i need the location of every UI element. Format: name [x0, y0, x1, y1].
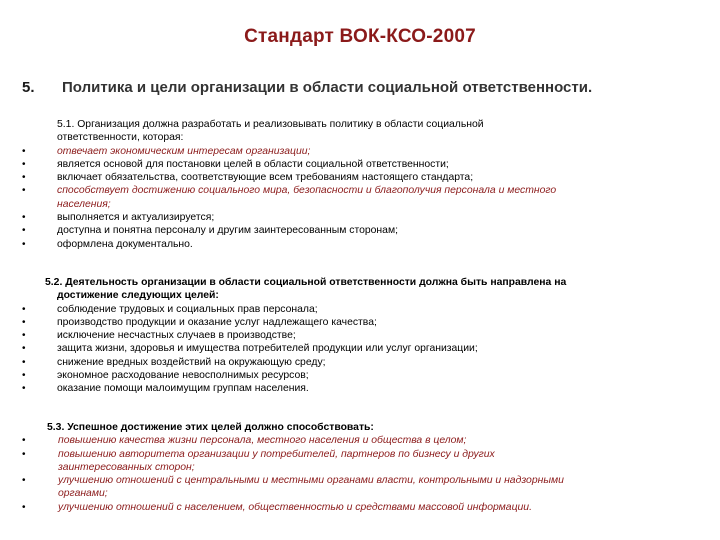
bullet-icon: •: [22, 435, 26, 447]
bullet-column-5-2: [22, 276, 26, 396]
section-number: 5.: [22, 79, 35, 96]
bullet-icon: •: [22, 238, 26, 250]
list-item: повышению авторитета организации у потребителей, партнеров по бизнесу и других: [58, 448, 495, 460]
bullet-icon: •: [22, 383, 26, 395]
subsection-intro: ответственности, которая:: [57, 132, 184, 144]
subsection-intro: 5.1. Организация должна разработать и реализовывать политику в области социальной: [57, 119, 484, 130]
bullet-icon: •: [22, 212, 26, 224]
list-item: соблюдение трудовых и социальных прав персонала;: [57, 303, 318, 315]
list-item: оформлена документально.: [57, 238, 193, 250]
list-item: производство продукции и оказание услуг надлежащего качества;: [57, 316, 377, 328]
list-item: повышению качества жизни персонала, местного населения и общества в целом;: [58, 435, 467, 447]
page-title: Стандарт ВОК-КСО-2007: [244, 26, 476, 47]
bullet-icon: •: [22, 475, 26, 487]
list-item: улучшению отношений с населением, общественностью и средствами массовой информации.: [58, 501, 532, 513]
subsection-5-1: [57, 118, 556, 251]
bullet-icon: •: [22, 185, 26, 197]
subsection-5-3: [47, 421, 564, 514]
list-item: исключение несчастных случаев в производстве;: [57, 330, 296, 342]
subsection-intro: достижение следующих целей:: [57, 290, 219, 302]
bullet-icon: •: [22, 330, 26, 342]
list-item: способствует достижению социального мира, безопасности и благополучия персонала и местного: [57, 185, 557, 197]
list-item: заинтересованных сторон;: [58, 461, 195, 473]
list-item: населения;: [57, 198, 111, 210]
bullet-icon: •: [22, 501, 26, 513]
list-item: защита жизни, здоровья и имущества потребителей продукции или услуг организации;: [57, 343, 478, 355]
bullet-icon: •: [22, 356, 26, 368]
list-item: доступна и понятна персоналу и другим заинтересованным сторонам;: [57, 225, 398, 237]
section-heading: Политика и цели организации в области социальной ответственности.: [62, 79, 593, 96]
bullet-icon: •: [22, 448, 26, 460]
list-item: включает обязательства, соответствующие всем требованиям настоящего стандарта;: [57, 172, 474, 184]
list-item: экономное расходование невосполнимых ресурсов;: [57, 370, 309, 382]
bullet-icon: •: [22, 370, 26, 382]
bullet-column-5-1: [22, 118, 26, 251]
list-item: улучшению отношений с центральными и местными органами власти, контрольными и надзорными: [58, 475, 564, 487]
list-item: органами;: [58, 488, 108, 500]
bullet-icon: •: [22, 316, 26, 328]
bullet-icon: •: [22, 172, 26, 184]
list-item: является основой для постановки целей в области социальной ответственности;: [57, 158, 449, 170]
bullet-column-5-3: [22, 421, 26, 514]
bullet-icon: •: [22, 158, 26, 170]
bullet-icon: •: [22, 343, 26, 355]
subsection-5-2: [45, 276, 566, 396]
bullet-icon: •: [22, 225, 26, 237]
list-item: снижение вредных воздействий на окружающую среду;: [57, 356, 326, 368]
list-item: выполняется и актуализируется;: [57, 212, 215, 224]
bullet-icon: •: [22, 145, 26, 157]
bullet-icon: •: [22, 303, 26, 315]
list-item: оказание помощи малоимущим группам населения.: [57, 383, 309, 395]
subsection-intro: 5.2. Деятельность организации в области социальной ответственности должна быть направлена на: [45, 277, 567, 288]
subsection-intro: 5.3. Успешное достижение этих целей должно способствовать:: [47, 422, 374, 433]
list-item: отвечает экономическим интересам организации;: [57, 145, 311, 157]
